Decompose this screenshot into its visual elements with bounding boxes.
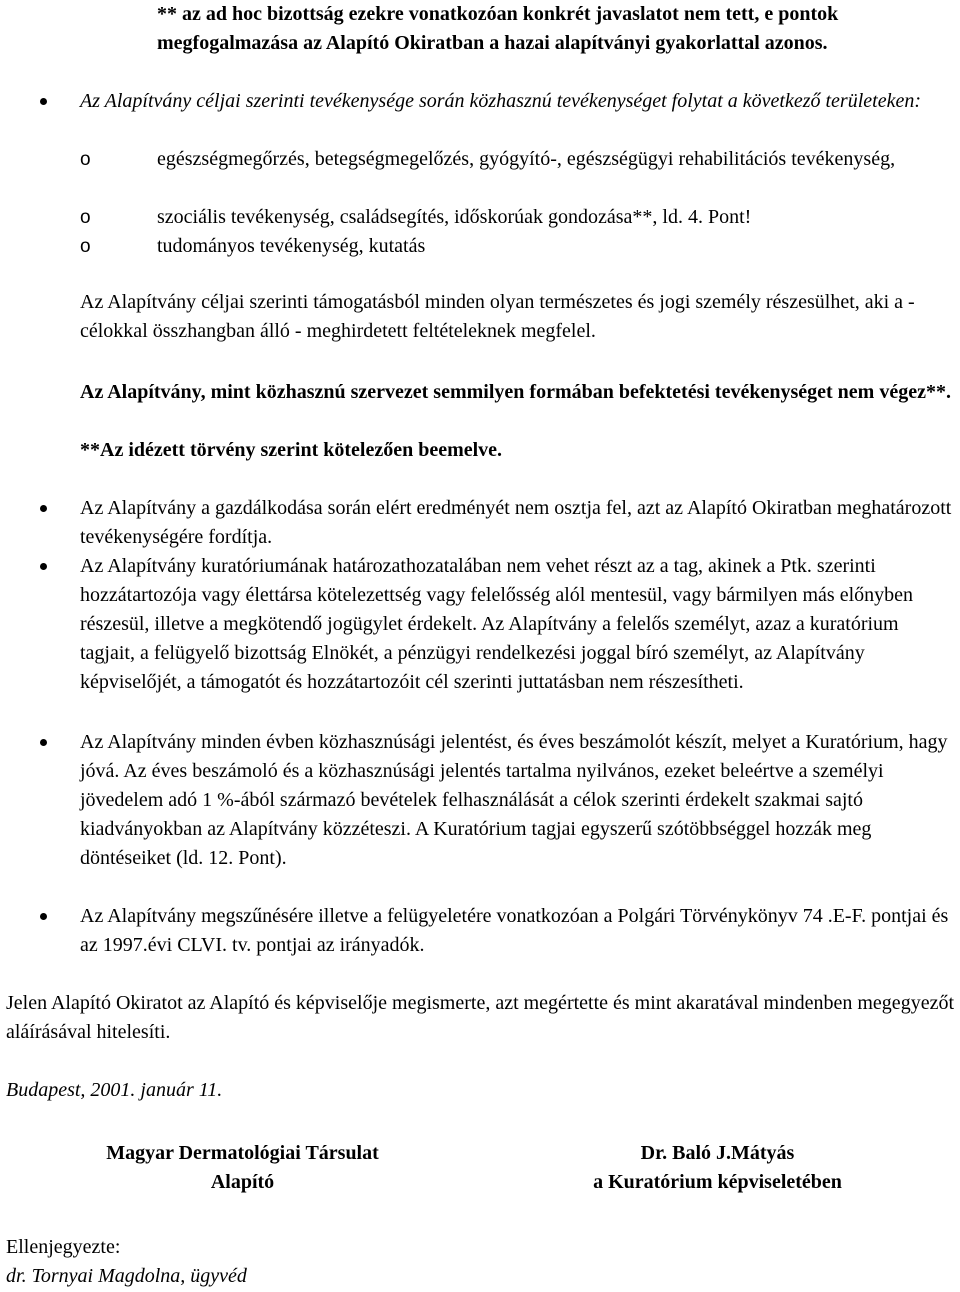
bullet-item <box>80 494 955 552</box>
signature-representative-name: Dr. Baló J.Mátyás <box>640 1142 795 1164</box>
circle-marker-icon: o <box>80 149 91 170</box>
signature-founder-role: Alapító <box>210 1171 275 1193</box>
bullet-dot-icon <box>40 98 47 105</box>
signature-representative-role: a Kuratórium képviseletében <box>593 1171 842 1193</box>
signature-representative <box>545 1139 890 1197</box>
signature-founder-name: Magyar Dermatológiai Társulat <box>106 1142 379 1164</box>
activity-item <box>80 232 952 261</box>
signature-founder <box>60 1139 425 1197</box>
activities-bullet <box>80 87 955 116</box>
place-and-date: Budapest, 2001. január 11. <box>6 1079 223 1101</box>
activity-text: egészségmegőrzés, betegségmegelőzés, gyógyító-, egészségügyi rehabilitációs tevékenység, <box>157 148 896 170</box>
bullet-item <box>80 902 955 960</box>
bullet-text: Az Alapítvány megszűnésére illetve a felügyeletére vonatkozóan a Polgári Törvénykönyv 74 .E-F. pontjai és az 1997.évi CLVI. tv. pontjai az irányadók. <box>80 905 949 956</box>
activity-text: tudományos tevékenység, kutatás <box>157 235 426 257</box>
countersign-name: dr. Tornyai Magdolna, ügyvéd <box>6 1265 247 1287</box>
bullet-text: Az Alapítvány kuratóriumának határozathozatalában nem vehet részt az a tag, akinek a Ptk. szerinti hozzátartozója vagy élettársa kötelezettség vagy felelősség alól mentesül, vagy bármilyen más előnyben részesül, illetve a megkötendő jogügylet érdekelt. Az Alapítvány a felelős személyt, azaz a kuratórium tagjait, a felügyelő bizottság Elnökét, a pénzügyi rendelkezési joggal bíró személyt, az Alapítvány képviselőjét, a támogatót és hozzátartozóit cél szerinti juttatásban nem részesítheti. <box>80 555 914 693</box>
intro-bold-note: ** az ad hoc bizottság ezekre vonatkozóan konkrét javaslatot nem tett, e pontok megfogalmazása az Alapító Okiratban a hazai alapítványi gyakorlattal azonos. <box>157 3 839 54</box>
bullet-item <box>80 552 955 697</box>
bullet-text: Az Alapítvány a gazdálkodása során elért eredményét nem osztja fel, azt az Alapító Okiratban meghatározott tevékenységére fordítja. <box>80 497 952 548</box>
circle-marker-icon: o <box>80 236 91 257</box>
bullet-item <box>80 728 955 873</box>
bullet-dot-icon <box>40 739 47 746</box>
activity-item <box>80 145 952 174</box>
activity-item <box>80 203 952 232</box>
support-paragraph: Az Alapítvány céljai szerinti támogatásból minden olyan természetes és jogi személy részesülhet, aki a - célokkal összhangban álló - meghirdetett feltételeknek megfelel. <box>80 291 915 342</box>
closing-paragraph: Jelen Alapító Okiratot az Alapító és képviselője megismerte, azt megértette és mint akaratával mindenben megegyezőt aláírásával hitelesíti. <box>6 992 954 1043</box>
bullet-dot-icon <box>40 913 47 920</box>
countersign-label: Ellenjegyezte: <box>6 1236 121 1258</box>
bullet-dot-icon <box>40 505 47 512</box>
bullet-dot-icon <box>40 563 47 570</box>
circle-marker-icon: o <box>80 207 91 228</box>
investment-statement: Az Alapítvány, mint közhasznú szervezet semmilyen formában befektetési tevékenységet nem végez**. <box>80 381 951 403</box>
activity-text: szociális tevékenység, családsegítés, időskorúak gondozása**, ld. 4. Pont! <box>157 206 752 228</box>
law-note: **Az idézett törvény szerint kötelezően beemelve. <box>80 439 503 461</box>
activities-intro: Az Alapítvány céljai szerinti tevékenysége során közhasznú tevékenységet folytat a következő területeken: <box>80 90 921 112</box>
bullet-text: Az Alapítvány minden évben közhasznúsági jelentést, és éves beszámolót készít, melyet a Kuratórium, hagy jóvá. Az éves beszámoló és a közhasznúsági jelentés tartalma nyilvános, ezeket beleértve a személyi jövedelem adó 1 %-ából származó bevételek felhasználását a célok szerinti érdekelt szakmai sajtó kiadványokban az Alapítvány közzéteszi. A Kuratórium tagjai egyszerű szótöbbséggel hozzák meg döntéseiket (ld. 12. Pont). <box>80 731 948 869</box>
